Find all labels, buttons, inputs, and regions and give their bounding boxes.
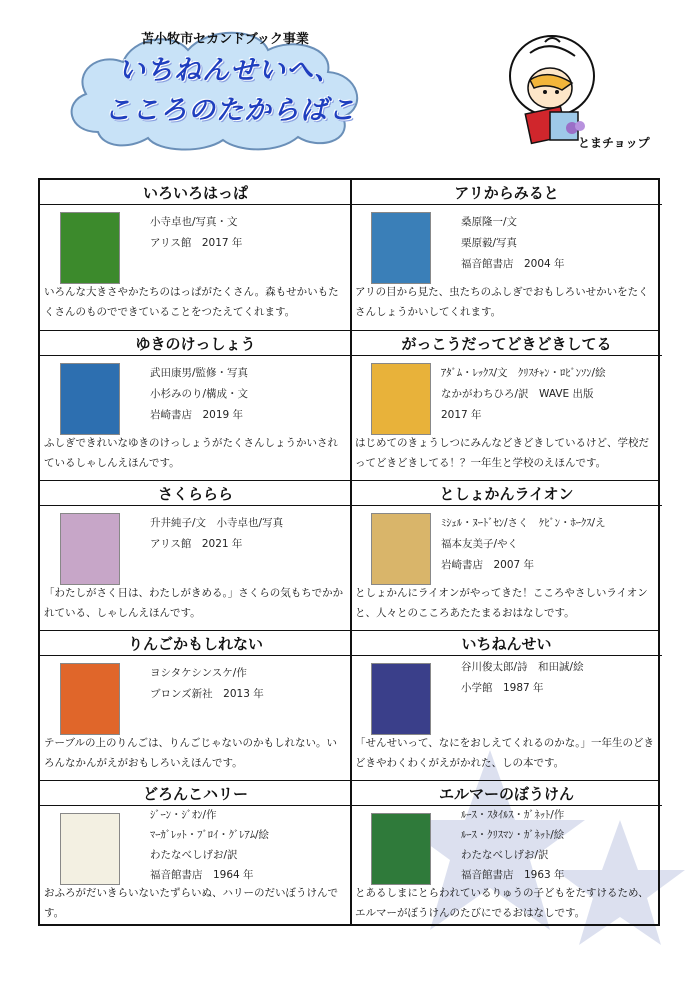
- book-cover-image: [371, 513, 431, 585]
- book-row: [40, 780, 658, 931]
- book-cover-image: [371, 212, 431, 284]
- book-meta: 桑原隆一/文 栗原毅/写真 福音館書店 2004 年: [461, 216, 565, 270]
- book-cover-image: [60, 663, 120, 735]
- book-cell: [351, 180, 662, 330]
- book-cover-image: [371, 663, 431, 735]
- title-line-1: いちねんせいへ、: [118, 55, 342, 86]
- book-meta: 武田康男/監修・写真 小杉みのり/構成・文 岩崎書店 2019 年: [150, 367, 249, 421]
- book-title: エルマーのぼうけん: [351, 783, 662, 806]
- book-cell: [40, 631, 351, 781]
- book-cell: [351, 481, 662, 631]
- book-title: いちねんせい: [351, 633, 662, 656]
- book-title: としょかんライオン: [351, 483, 662, 506]
- book-row: [40, 180, 658, 330]
- book-cell: [40, 331, 351, 481]
- mascot-label: とまチョップ: [578, 136, 650, 150]
- book-cell: [40, 781, 351, 931]
- title-line-2: こころのたからばこ: [104, 95, 356, 126]
- book-title: さくららら: [40, 483, 351, 506]
- book-description: いろんな大きさやかたちのはっぱがたくさん。森もせかいもたくさんのものでできていることをつたえてくれます。: [44, 286, 339, 318]
- book-cover-image: [60, 363, 120, 435]
- book-title: どろんこハリー: [40, 783, 351, 806]
- book-cell: [351, 331, 662, 481]
- book-cover-image: [60, 212, 120, 284]
- book-row: [40, 480, 658, 631]
- book-cover-image: [60, 513, 120, 585]
- book-description: 「せんせいって、なにをおしえてくれるのかな。」一年生のどきどきやわくわくがえがかれた、しの本です。: [355, 737, 655, 769]
- book-description: はじめてのきょうしつにみんなどきどきしているけど、学校だってどきどきしてる！？一年生と学校のえほんです。: [355, 437, 649, 469]
- book-cell: [351, 781, 662, 931]
- book-meta: ｼﾞｰﾝ・ｼﾞｵﾝ/作 ﾏｰｶﾞﾚｯﾄ・ﾌﾞﾛｲ・ｸﾞﾚｱﾑ/絵 わたなべしげお/訳 福音館書店 1964 年: [150, 809, 270, 881]
- book-description: としょかんにライオンがやってきた！こころやさしいライオンと、人々とのこころあたたまるおはなしです。: [355, 587, 648, 619]
- book-description: 「わたしがさく日は、わたしがきめる。」さくらの気もちでかかれている、しゃしんえほんです。: [44, 587, 344, 619]
- book-cover-image: [371, 363, 431, 435]
- organization-name: 苫小牧市セカンドブック事業: [141, 32, 309, 47]
- book-meta: ｱﾀﾞﾑ・ﾚｯｸｽ/文 ｸﾘｽﾁｬﾝ・ﾛﾋﾞﾝｿﾝ/絵 なかがわちひろ/訳 WAVE 出版 2017 年: [441, 367, 606, 421]
- book-meta: ﾐｼｪﾙ・ﾇｰﾄﾞｾﾝ/さく ｹﾋﾞﾝ・ﾎｰｸｽ/え 福本友美子/やく 岩崎書店 2007 年: [441, 517, 606, 571]
- book-title: がっこうだってどきどきしてる: [351, 333, 662, 356]
- book-title: アリからみると: [351, 182, 662, 205]
- book-cover-image: [371, 813, 431, 885]
- page-header: [0, 0, 700, 170]
- book-grid: [38, 178, 660, 926]
- book-cell: [40, 180, 351, 330]
- book-cover-image: [60, 813, 120, 885]
- book-row: [40, 630, 658, 781]
- book-meta: ヨシタケシンスケ/作 ブロンズ新社 2013 年: [150, 667, 264, 700]
- book-row: [40, 330, 658, 481]
- book-meta: 小寺卓也/写真・文 アリス館 2017 年: [150, 216, 243, 249]
- book-description: アリの目から見た、虫たちのふしぎでおもしろいせかいをたくさんしょうかいしてくれます。: [355, 286, 649, 318]
- book-title: りんごかもしれない: [40, 633, 351, 656]
- book-description: ふしぎできれいなゆきのけっしょうがたくさんしょうかいされているしゃしんえほんです。: [44, 437, 338, 469]
- book-meta: 谷川俊太郎/詩 和田誠/絵 小学館 1987 年: [461, 661, 584, 694]
- book-cell: [351, 631, 662, 781]
- book-meta: ﾙｰｽ・ｽﾀｲﾙｽ・ｶﾞﾈｯﾄ/作 ﾙｰｽ・ｸﾘｽﾏﾝ・ｶﾞﾈｯﾄ/絵 わたなべしげお/訳 福音館書店 1963 年: [461, 809, 565, 881]
- book-cell: [40, 481, 351, 631]
- book-title: ゆきのけっしょう: [40, 333, 351, 356]
- book-meta: 升井純子/文 小寺卓也/写真 アリス館 2021 年: [150, 517, 284, 550]
- book-description: テーブルの上のりんごは、りんごじゃないのかもしれない。いろんなかんがえがおもしろいえほんです。: [44, 737, 338, 769]
- book-description: とあるしまにとらわれているりゅうの子どもをたすけるため、エルマーがぼうけんのたびにでるおはなしです。: [355, 887, 649, 919]
- book-title: いろいろはっぱ: [40, 182, 351, 205]
- book-description: おふろがだいきらいないたずらいぬ、ハリーのだいぼうけんです。: [44, 887, 338, 919]
